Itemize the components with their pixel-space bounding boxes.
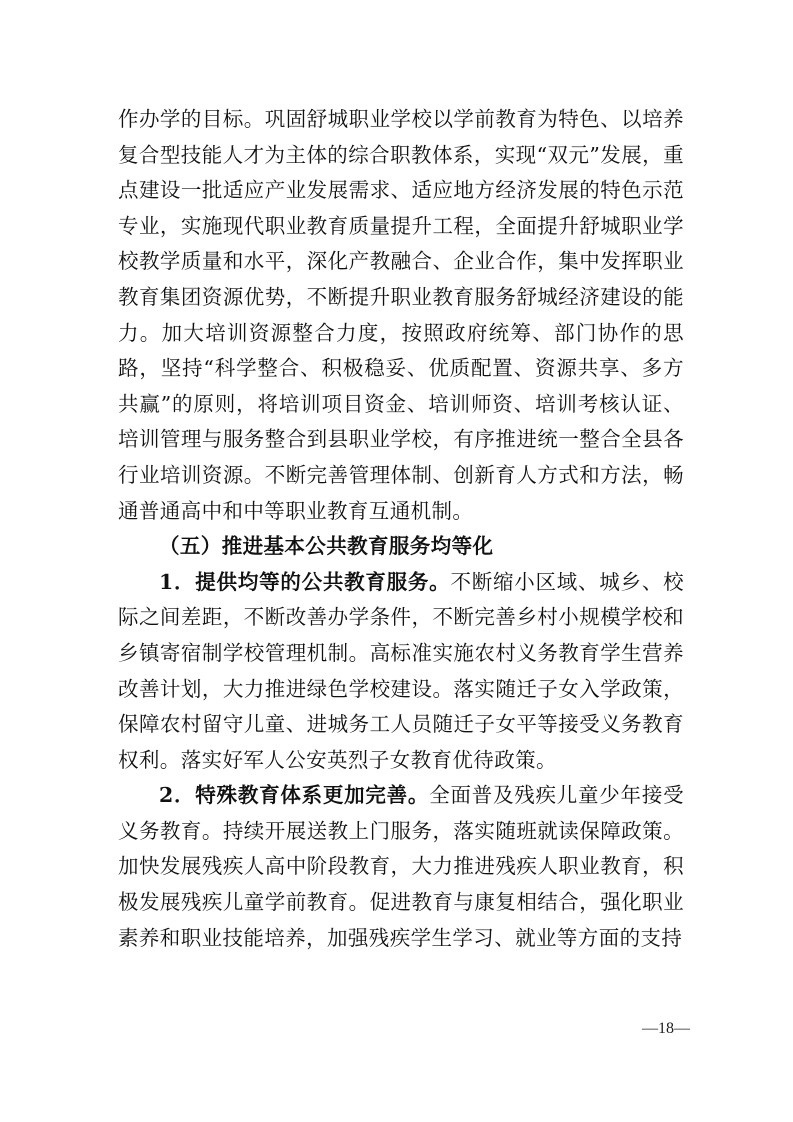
item-text: 全面普及残疾儿童少年接受义务教育。持续开展送教上门服务，落实随班就读保障政策。加快发展残疾人高中阶段教育，大力推进残疾人职业教育，积极发展残疾儿童学前教育。促进教育与康复相结合，强化职业素养和职业技能培养，加强残疾学生学习、就业等方面的支持 <box>118 783 684 950</box>
list-item-paragraph <box>118 565 684 779</box>
list-item-paragraph <box>118 778 684 956</box>
item-text: 不断缩小区域、城乡、校际之间差距，不断改善办学条件，不断完善乡村小规模学校和乡镇寄宿制学校管理机制。高标准实施农村义务教育学生营养改善计划，大力推进绿色学校建设。落实随迁子女入学政策，保障农村留守儿童、进城务工人员随迁子女平等接受义务教育权利。落实好军人公安英烈子女教育优待政策。 <box>118 569 684 772</box>
page-number: —18— <box>642 1020 690 1037</box>
section-heading: （五）推进基本公共教育服务均等化 <box>159 534 494 559</box>
item-lead: 2．特殊教育体系更加完善。 <box>159 783 430 808</box>
item-lead: 1．提供均等的公共教育服务。 <box>159 569 451 594</box>
document-body <box>118 102 684 956</box>
body-paragraph: 作办学的目标。巩固舒城职业学校以学前教育为特色、以培养复合型技能人才为主体的综合职教体系，实现“双元”发展，重点建设一批适应产业发展需求、适应地方经济发展的特色示范专业，实施现代职业教育质量提升工程，全面提升舒城职业学校教学质量和水平，深化产教融合、企业合作，集中发挥职业教育集团资源优势，不断提升职业教育服务舒城经济建设的能力。加大培训资源整合力度，按照政府统筹、部门协作的思路，坚持“科学整合、积极稳妥、优质配置、资源共享、多方共赢”的原则，将培训项目资金、培训师资、培训考核认证、培训管理与服务整合到县职业学校，有序推进统一整合全县各行业培训资源。不断完善管理体制、创新育人方式和方法，畅通普通高中和中等职业教育互通机制。 <box>118 107 684 523</box>
